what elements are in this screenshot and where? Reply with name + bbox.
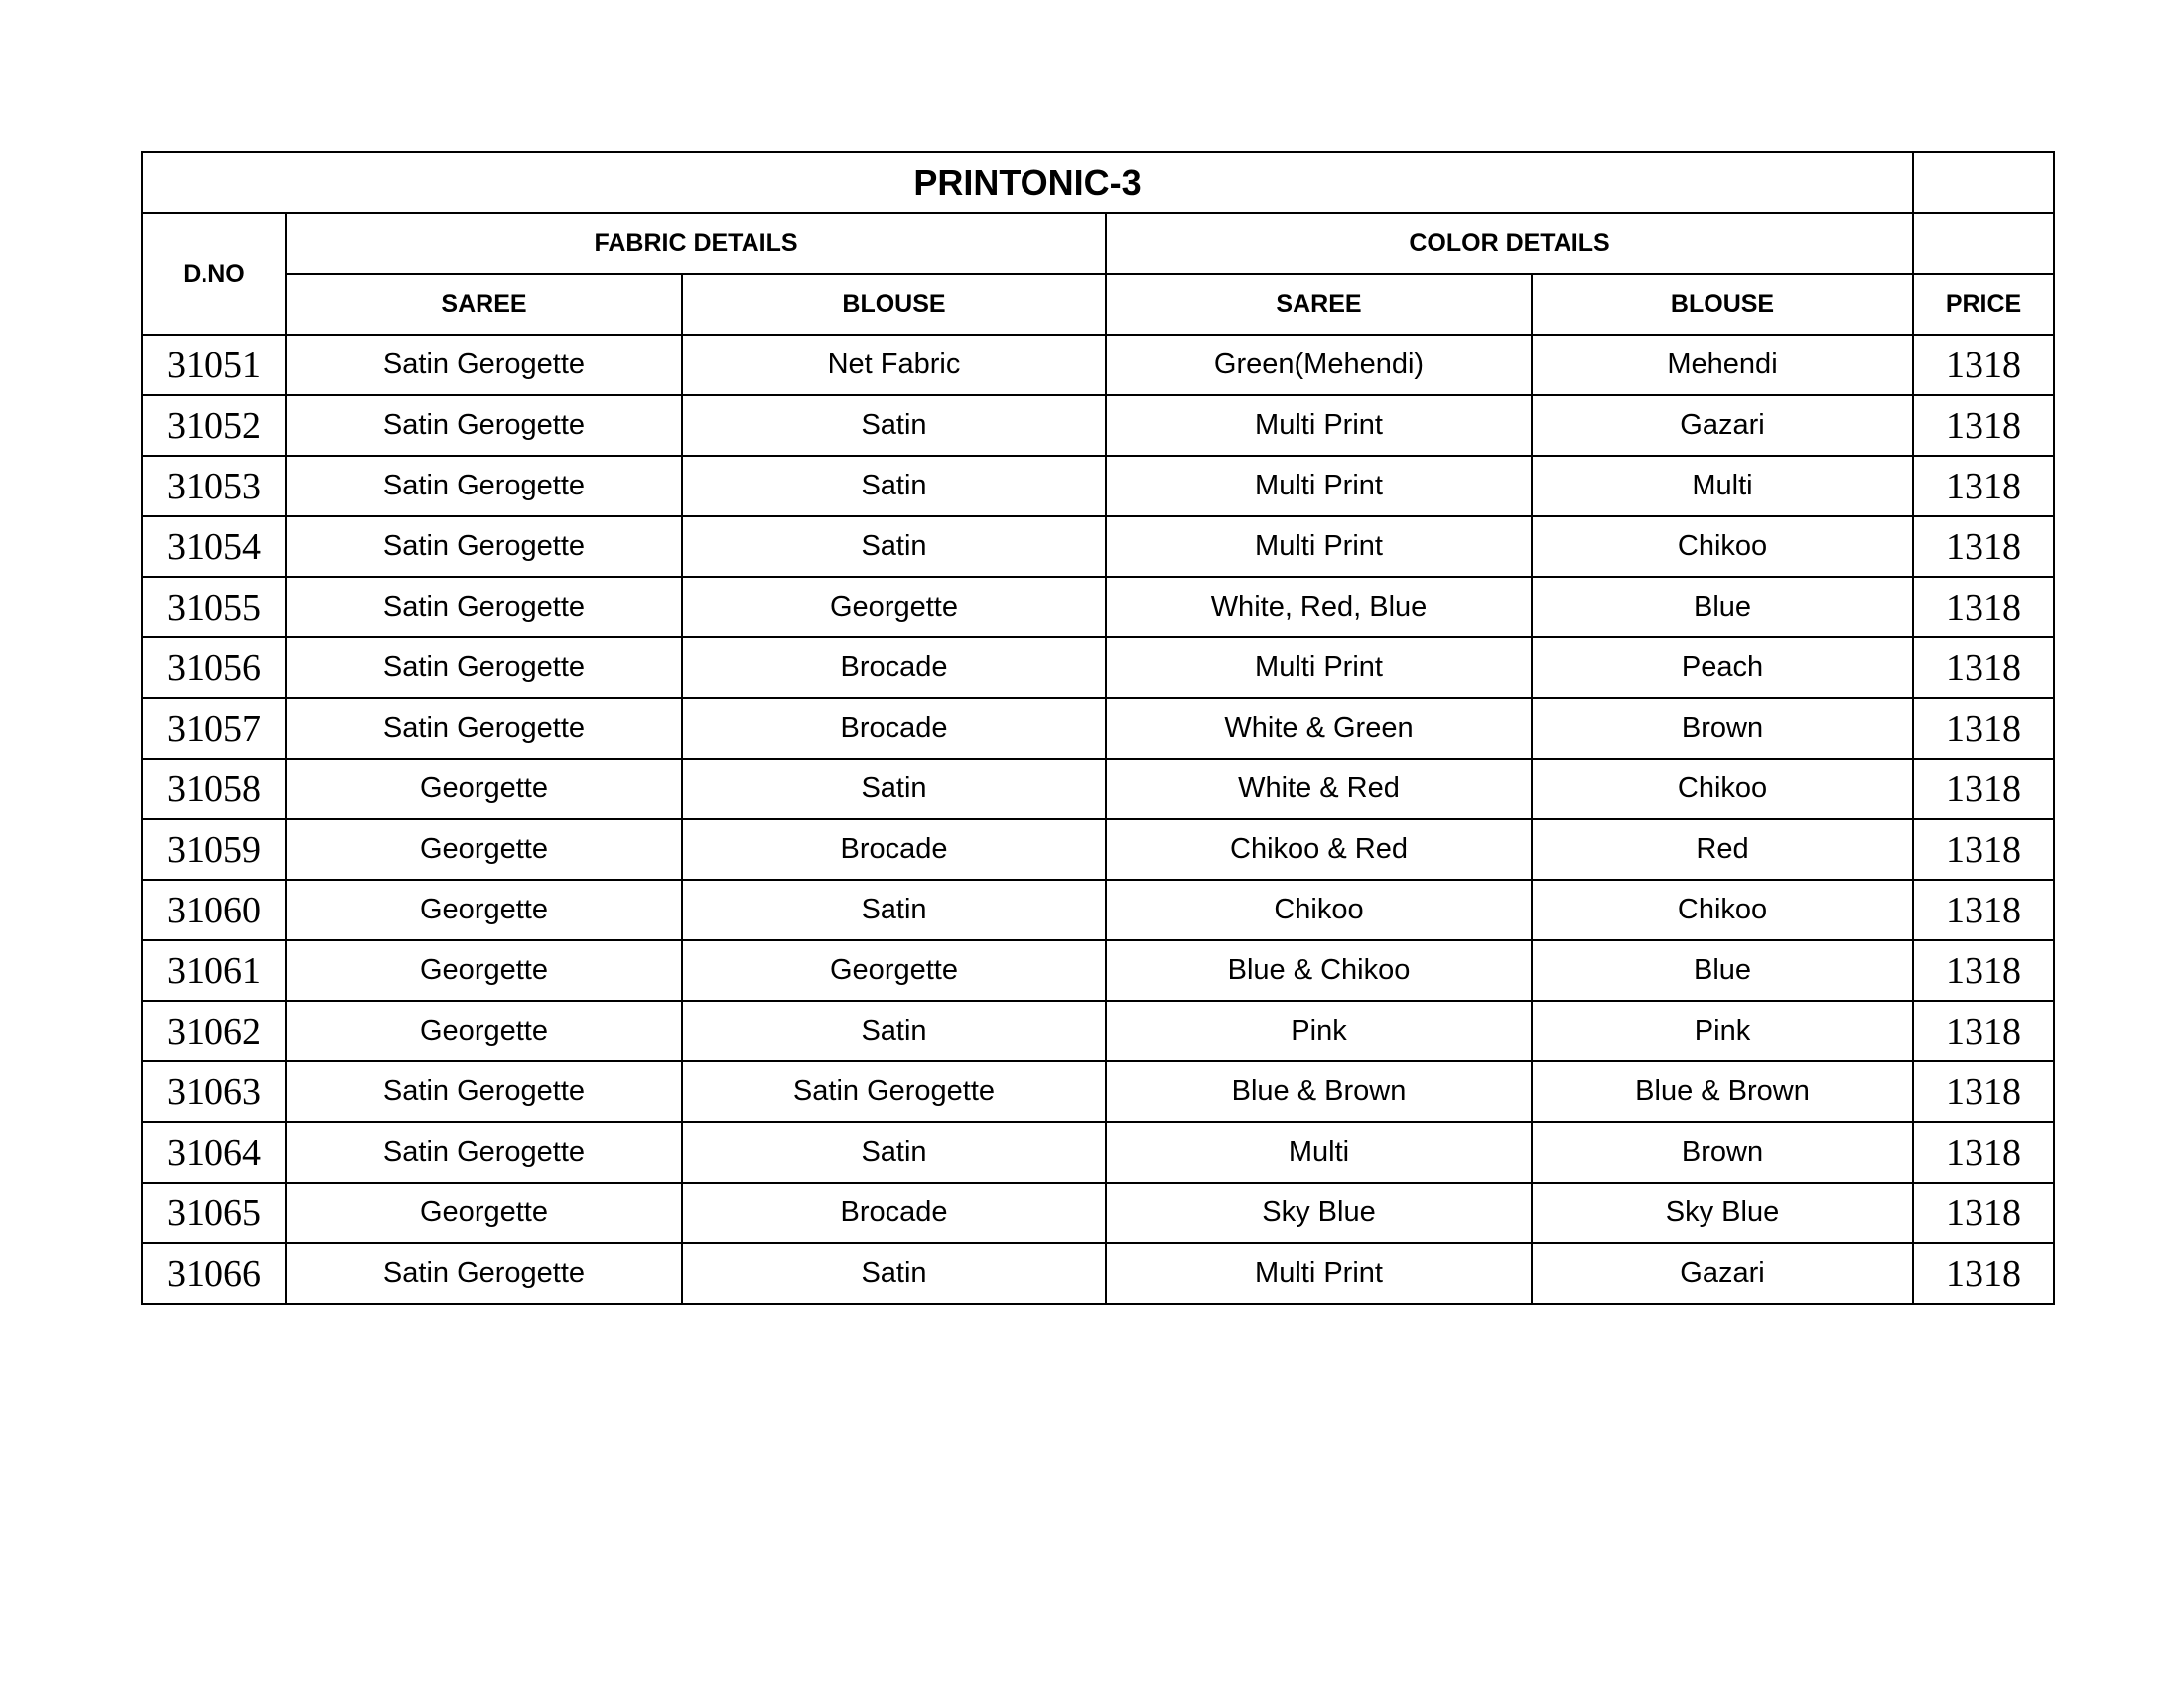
table-row <box>142 516 2054 577</box>
table-row <box>142 1061 2054 1122</box>
table-row <box>142 698 2054 759</box>
cell-price: 1318 <box>1913 698 2054 759</box>
cell-dno: 31062 <box>142 1001 286 1061</box>
cell-color-saree: Multi Print <box>1106 1243 1532 1304</box>
cell-fabric-saree: Satin Gerogette <box>286 335 682 395</box>
cell-fabric-saree: Georgette <box>286 880 682 940</box>
cell-price: 1318 <box>1913 577 2054 637</box>
cell-color-blouse: Chikoo <box>1532 759 1913 819</box>
cell-dno: 31054 <box>142 516 286 577</box>
cell-dno: 31066 <box>142 1243 286 1304</box>
table-row <box>142 637 2054 698</box>
cell-fabric-saree: Satin Gerogette <box>286 698 682 759</box>
cell-color-blouse: Peach <box>1532 637 1913 698</box>
cell-price: 1318 <box>1913 637 2054 698</box>
header-color-blouse: BLOUSE <box>1532 274 1913 335</box>
header-fabric-details: FABRIC DETAILS <box>286 213 1106 274</box>
cell-color-blouse: Sky Blue <box>1532 1183 1913 1243</box>
cell-dno: 31052 <box>142 395 286 456</box>
cell-fabric-saree: Georgette <box>286 759 682 819</box>
cell-price: 1318 <box>1913 759 2054 819</box>
cell-color-saree: Sky Blue <box>1106 1183 1532 1243</box>
cell-color-blouse: Chikoo <box>1532 880 1913 940</box>
cell-dno: 31056 <box>142 637 286 698</box>
header-dno: D.NO <box>142 213 286 335</box>
table-row <box>142 1183 2054 1243</box>
table-title: PRINTONIC-3 <box>142 152 1913 213</box>
table-row <box>142 940 2054 1001</box>
table-row <box>142 395 2054 456</box>
header-color-details: COLOR DETAILS <box>1106 213 1913 274</box>
table-row <box>142 1243 2054 1304</box>
cell-fabric-blouse: Brocade <box>682 637 1106 698</box>
cell-price: 1318 <box>1913 456 2054 516</box>
cell-dno: 31058 <box>142 759 286 819</box>
table-row <box>142 1122 2054 1183</box>
header-fabric-blouse: BLOUSE <box>682 274 1106 335</box>
cell-dno: 31063 <box>142 1061 286 1122</box>
cell-color-blouse: Mehendi <box>1532 335 1913 395</box>
cell-dno: 31060 <box>142 880 286 940</box>
cell-color-saree: Pink <box>1106 1001 1532 1061</box>
table-row <box>142 880 2054 940</box>
cell-fabric-blouse: Brocade <box>682 1183 1106 1243</box>
cell-fabric-saree: Satin Gerogette <box>286 637 682 698</box>
cell-color-saree: Blue & Chikoo <box>1106 940 1532 1001</box>
cell-fabric-saree: Georgette <box>286 940 682 1001</box>
cell-fabric-saree: Satin Gerogette <box>286 577 682 637</box>
cell-color-blouse: Blue <box>1532 940 1913 1001</box>
cell-fabric-blouse: Satin <box>682 1001 1106 1061</box>
cell-fabric-blouse: Georgette <box>682 577 1106 637</box>
header-fabric-saree: SAREE <box>286 274 682 335</box>
cell-color-saree: Multi Print <box>1106 637 1532 698</box>
table-row <box>142 759 2054 819</box>
cell-fabric-saree: Georgette <box>286 819 682 880</box>
cell-color-saree: White & Red <box>1106 759 1532 819</box>
cell-color-saree: Chikoo & Red <box>1106 819 1532 880</box>
cell-fabric-blouse: Net Fabric <box>682 335 1106 395</box>
cell-fabric-saree: Satin Gerogette <box>286 1061 682 1122</box>
table-row <box>142 335 2054 395</box>
cell-color-saree: Chikoo <box>1106 880 1532 940</box>
table-row <box>142 1001 2054 1061</box>
cell-price: 1318 <box>1913 335 2054 395</box>
cell-color-blouse: Blue & Brown <box>1532 1061 1913 1122</box>
cell-dno: 31065 <box>142 1183 286 1243</box>
cell-color-saree: Multi <box>1106 1122 1532 1183</box>
cell-color-saree: Multi Print <box>1106 456 1532 516</box>
cell-fabric-saree: Georgette <box>286 1183 682 1243</box>
cell-fabric-blouse: Satin <box>682 880 1106 940</box>
cell-dno: 31053 <box>142 456 286 516</box>
cell-color-saree: Blue & Brown <box>1106 1061 1532 1122</box>
header-color-saree: SAREE <box>1106 274 1532 335</box>
title-row <box>142 152 2054 213</box>
cell-color-saree: White, Red, Blue <box>1106 577 1532 637</box>
cell-price: 1318 <box>1913 395 2054 456</box>
cell-color-saree: Green(Mehendi) <box>1106 335 1532 395</box>
cell-fabric-blouse: Brocade <box>682 819 1106 880</box>
group-header-row <box>142 213 2054 274</box>
cell-price: 1318 <box>1913 940 2054 1001</box>
design-price-table <box>141 151 2055 1305</box>
cell-price: 1318 <box>1913 1183 2054 1243</box>
cell-fabric-blouse: Satin <box>682 1243 1106 1304</box>
cell-fabric-blouse: Satin Gerogette <box>682 1061 1106 1122</box>
cell-fabric-blouse: Satin <box>682 516 1106 577</box>
cell-color-blouse: Brown <box>1532 1122 1913 1183</box>
cell-fabric-saree: Satin Gerogette <box>286 456 682 516</box>
cell-color-saree: Multi Print <box>1106 395 1532 456</box>
cell-price: 1318 <box>1913 1061 2054 1122</box>
cell-fabric-blouse: Brocade <box>682 698 1106 759</box>
table-body <box>142 335 2054 1304</box>
cell-dno: 31064 <box>142 1122 286 1183</box>
cell-dno: 31057 <box>142 698 286 759</box>
sub-header-row <box>142 274 2054 335</box>
cell-fabric-blouse: Satin <box>682 759 1106 819</box>
cell-dno: 31061 <box>142 940 286 1001</box>
cell-fabric-blouse: Satin <box>682 1122 1106 1183</box>
cell-color-blouse: Pink <box>1532 1001 1913 1061</box>
cell-price: 1318 <box>1913 516 2054 577</box>
cell-dno: 31059 <box>142 819 286 880</box>
cell-fabric-saree: Georgette <box>286 1001 682 1061</box>
cell-price: 1318 <box>1913 1001 2054 1061</box>
cell-color-blouse: Gazari <box>1532 1243 1913 1304</box>
cell-fabric-blouse: Satin <box>682 395 1106 456</box>
cell-dno: 31051 <box>142 335 286 395</box>
cell-color-blouse: Multi <box>1532 456 1913 516</box>
cell-fabric-blouse: Satin <box>682 456 1106 516</box>
cell-fabric-blouse: Georgette <box>682 940 1106 1001</box>
cell-color-blouse: Red <box>1532 819 1913 880</box>
cell-price: 1318 <box>1913 819 2054 880</box>
cell-color-blouse: Blue <box>1532 577 1913 637</box>
cell-price: 1318 <box>1913 1122 2054 1183</box>
cell-fabric-saree: Satin Gerogette <box>286 1243 682 1304</box>
cell-fabric-saree: Satin Gerogette <box>286 1122 682 1183</box>
cell-fabric-saree: Satin Gerogette <box>286 395 682 456</box>
cell-color-blouse: Brown <box>1532 698 1913 759</box>
header-price: PRICE <box>1913 274 2054 335</box>
table-row <box>142 577 2054 637</box>
cell-dno: 31055 <box>142 577 286 637</box>
cell-price: 1318 <box>1913 1243 2054 1304</box>
cell-fabric-saree: Satin Gerogette <box>286 516 682 577</box>
cell-color-blouse: Chikoo <box>1532 516 1913 577</box>
header-empty-cell <box>1913 213 2054 274</box>
cell-color-saree: White & Green <box>1106 698 1532 759</box>
title-empty-cell <box>1913 152 2054 213</box>
table-row <box>142 456 2054 516</box>
cell-price: 1318 <box>1913 880 2054 940</box>
cell-color-blouse: Gazari <box>1532 395 1913 456</box>
cell-color-saree: Multi Print <box>1106 516 1532 577</box>
table-row <box>142 819 2054 880</box>
